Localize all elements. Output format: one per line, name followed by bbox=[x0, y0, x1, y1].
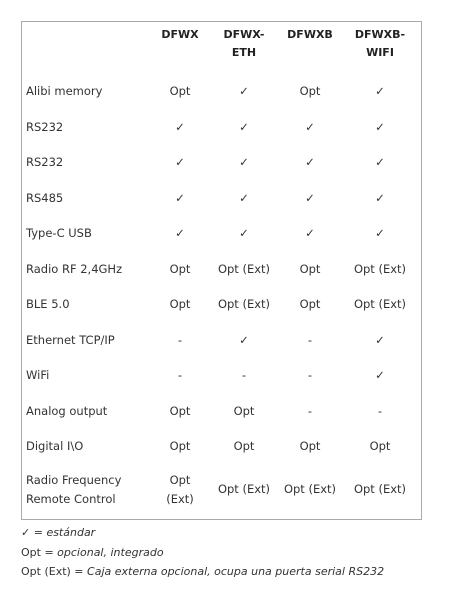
table-row bbox=[22, 358, 422, 394]
feature-name-cell: BLE 5.0 bbox=[26, 297, 70, 312]
feature-name-cell: RS232 bbox=[26, 119, 64, 134]
value-cell: Opt (Ext) bbox=[217, 482, 271, 496]
value-cell: Opt bbox=[169, 403, 191, 418]
value-cell: - bbox=[307, 332, 313, 347]
feature-comparison-table bbox=[22, 22, 422, 515]
feature-name-cell: RS485 bbox=[26, 190, 64, 205]
legend-description: opcional, integrado bbox=[57, 545, 164, 559]
table-row bbox=[22, 181, 422, 217]
value-cell: - bbox=[307, 403, 313, 418]
value-cell: - bbox=[177, 332, 183, 347]
feature-name-cell: Radio RF 2,4GHz bbox=[26, 261, 123, 276]
value-cell: Opt bbox=[299, 439, 321, 454]
table-row bbox=[22, 74, 422, 110]
value-cell: - bbox=[307, 368, 313, 383]
value-cell: ✓ bbox=[239, 226, 249, 241]
legend-symbol: ✓ = bbox=[21, 526, 47, 539]
value-cell: ✓ bbox=[375, 84, 385, 99]
value-cell: Opt (Ext) bbox=[217, 261, 271, 276]
value-cell: ✓ bbox=[375, 368, 385, 383]
value-cell: ✓ bbox=[375, 332, 385, 347]
legend-line bbox=[21, 543, 441, 563]
value-cell: ✓ bbox=[239, 332, 249, 347]
value-cell: Opt bbox=[169, 439, 191, 454]
value-cell: ✓ bbox=[305, 119, 315, 134]
value-cell: ✓ bbox=[175, 190, 185, 205]
table-body bbox=[22, 74, 422, 515]
value-cell: Opt bbox=[233, 439, 255, 454]
value-cell: - bbox=[177, 368, 183, 383]
value-cell: ✓ bbox=[375, 119, 385, 134]
legend-line bbox=[21, 562, 441, 582]
value-cell: Opt (Ext) bbox=[166, 472, 194, 506]
comparison-table-frame bbox=[21, 21, 422, 520]
value-cell: Opt (Ext) bbox=[353, 482, 407, 496]
value-cell: Opt (Ext) bbox=[283, 482, 337, 496]
value-cell: ✓ bbox=[239, 155, 249, 170]
value-cell: ✓ bbox=[375, 190, 385, 205]
feature-name-cell: WiFi bbox=[26, 368, 50, 383]
header-cell: DFWXB bbox=[287, 28, 333, 41]
value-cell: ✓ bbox=[375, 226, 385, 241]
value-cell: Opt bbox=[169, 261, 191, 276]
legend-symbol: Opt (Ext) = bbox=[21, 565, 88, 578]
value-cell: ✓ bbox=[239, 190, 249, 205]
value-cell: Opt bbox=[299, 261, 321, 276]
value-cell: - bbox=[241, 368, 247, 383]
feature-name-cell: Radio Frequency Remote Control bbox=[26, 472, 122, 506]
table-row bbox=[22, 145, 422, 181]
value-cell: ✓ bbox=[239, 84, 249, 99]
legend-description: estándar bbox=[46, 526, 96, 539]
table-header-row bbox=[22, 22, 422, 74]
value-cell: Opt (Ext) bbox=[353, 297, 407, 312]
value-cell: - bbox=[377, 403, 383, 418]
feature-name-cell: Alibi memory bbox=[26, 84, 103, 99]
value-cell: Opt bbox=[233, 403, 255, 418]
table-row bbox=[22, 394, 422, 430]
value-cell: ✓ bbox=[305, 155, 315, 170]
value-cell: ✓ bbox=[175, 119, 185, 134]
value-cell: ✓ bbox=[239, 119, 249, 134]
value-cell: ✓ bbox=[375, 155, 385, 170]
header-cell: DFWXB- WIFI bbox=[354, 28, 406, 59]
header-cell: DFWX- ETH bbox=[223, 28, 265, 59]
legend-line bbox=[21, 523, 441, 543]
table-row bbox=[22, 323, 422, 359]
value-cell: Opt bbox=[169, 297, 191, 312]
value-cell: Opt (Ext) bbox=[217, 297, 271, 312]
feature-name-cell: Ethernet TCP/IP bbox=[26, 332, 115, 347]
value-cell: ✓ bbox=[305, 226, 315, 241]
legend bbox=[21, 523, 441, 582]
table-row bbox=[22, 216, 422, 252]
feature-name-cell: Analog output bbox=[26, 403, 108, 418]
legend-symbol: Opt = bbox=[21, 545, 58, 559]
table-row bbox=[22, 252, 422, 288]
value-cell: Opt bbox=[299, 84, 321, 99]
value-cell: Opt bbox=[169, 84, 191, 99]
table-row bbox=[22, 110, 422, 146]
value-cell: Opt (Ext) bbox=[353, 261, 407, 276]
feature-name-cell: RS232 bbox=[26, 155, 64, 170]
header-cell-empty bbox=[22, 22, 154, 74]
value-cell: ✓ bbox=[305, 190, 315, 205]
header-cell: DFWX bbox=[161, 28, 199, 41]
table-row bbox=[22, 287, 422, 323]
value-cell: Opt bbox=[369, 439, 391, 454]
value-cell: ✓ bbox=[175, 155, 185, 170]
table-row bbox=[22, 429, 422, 465]
value-cell: Opt bbox=[299, 297, 321, 312]
table-row bbox=[22, 465, 422, 515]
feature-name-cell: Type-C USB bbox=[26, 226, 92, 241]
legend-description: Caja externa opcional, ocupa una puerta serial RS232 bbox=[87, 565, 385, 578]
feature-name-cell: Digital I\O bbox=[26, 439, 84, 454]
value-cell: ✓ bbox=[175, 226, 185, 241]
